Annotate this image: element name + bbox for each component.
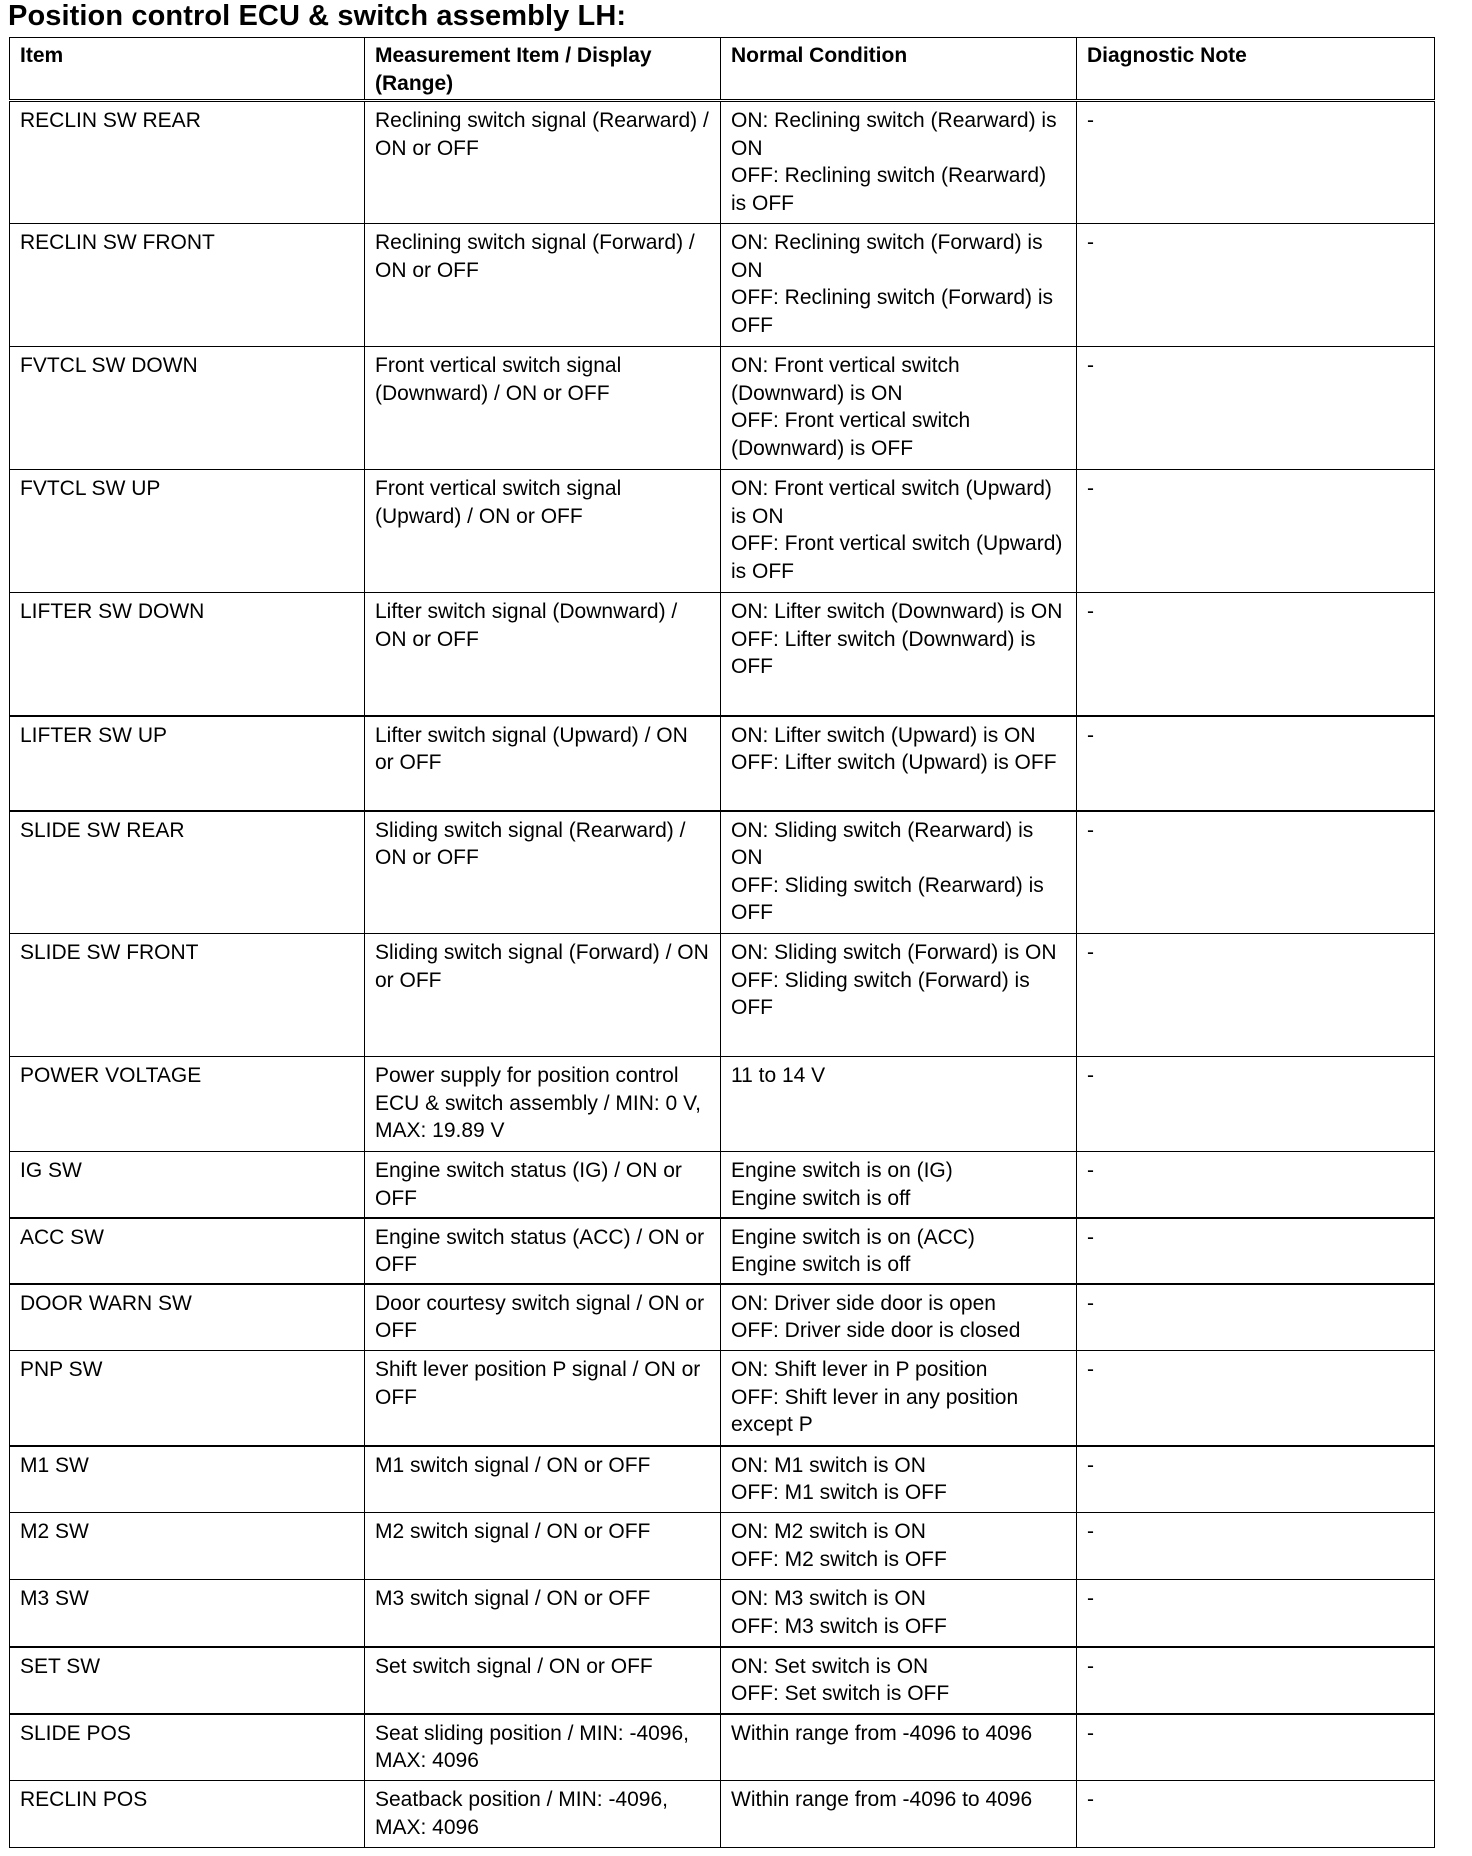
diagnostic-note-cell: - [1077, 224, 1435, 347]
normal-condition-cell [721, 224, 1077, 347]
normal-condition-cell [721, 1446, 1077, 1513]
item-cell: FVTCL SW DOWN [10, 347, 365, 470]
table-row [10, 347, 1435, 470]
measurement-cell: Lifter switch signal (Downward) / ON or OFF [365, 593, 721, 716]
normal-condition-line: ON: Lifter switch (Downward) is ON [731, 600, 1063, 623]
normal-condition-cell [721, 1351, 1077, 1446]
normal-condition-line: OFF: Reclining switch (Forward) is OFF [731, 286, 1054, 337]
measurement-cell: Power supply for position control ECU & switch assembly / MIN: 0 V, MAX: 19.89 V [365, 1057, 721, 1152]
normal-condition-cell [721, 1714, 1077, 1781]
table-row [10, 224, 1435, 347]
measurement-cell: M2 switch signal / ON or OFF [365, 1513, 721, 1580]
normal-condition-cell [721, 347, 1077, 470]
column-header-measurement: Measurement Item / Display (Range) [365, 38, 721, 101]
normal-condition-cell [721, 1580, 1077, 1647]
normal-condition-line: 11 to 14 V [731, 1064, 826, 1087]
page-title: Position control ECU & switch assembly LH: [8, 0, 627, 32]
item-cell: SLIDE SW FRONT [10, 934, 365, 1057]
table-row [10, 1218, 1435, 1284]
normal-condition-line: Engine switch is on (ACC) [731, 1225, 975, 1249]
normal-condition-cell [721, 716, 1077, 811]
diagnostic-note-cell: - [1077, 1513, 1435, 1580]
diagnostic-note-cell: - [1077, 1580, 1435, 1647]
normal-condition-line: ON: Set switch is ON [731, 1654, 929, 1678]
table-row [10, 470, 1435, 593]
column-header-diagnostic-note: Diagnostic Note [1077, 38, 1435, 101]
normal-condition-line: OFF: Sliding switch (Rearward) is OFF [731, 873, 1044, 924]
diagnostic-note-cell: - [1077, 1351, 1435, 1446]
normal-condition-line: ON: Front vertical switch (Downward) is ON [731, 354, 960, 405]
item-cell: IG SW [10, 1152, 365, 1218]
normal-condition-line: OFF: Driver side door is closed [731, 1319, 1021, 1342]
measurement-cell: Sliding switch signal (Forward) / ON or OFF [365, 934, 721, 1057]
diagnostic-note-cell: - [1077, 593, 1435, 716]
diagnostic-note-cell: - [1077, 1781, 1435, 1848]
table-row [10, 593, 1435, 716]
normal-condition-cell [721, 1152, 1077, 1218]
table-row [10, 1284, 1435, 1351]
normal-condition-line: Within range from -4096 to 4096 [731, 1788, 1033, 1811]
measurement-cell: M1 switch signal / ON or OFF [365, 1446, 721, 1513]
normal-condition-cell [721, 1057, 1077, 1152]
measurement-cell: Engine switch status (ACC) / ON or OFF [365, 1218, 721, 1284]
normal-condition-line: OFF: Lifter switch (Upward) is OFF [731, 751, 1057, 774]
table-row [10, 1446, 1435, 1513]
normal-condition-line: ON: M1 switch is ON [731, 1453, 926, 1477]
normal-condition-line: Within range from -4096 to 4096 [731, 1721, 1033, 1745]
diagnostic-note-cell: - [1077, 934, 1435, 1057]
item-cell: SLIDE SW REAR [10, 811, 365, 934]
item-cell: SLIDE POS [10, 1714, 365, 1781]
diagnostic-note-cell: - [1077, 1647, 1435, 1714]
measurement-cell: Set switch signal / ON or OFF [365, 1647, 721, 1714]
measurement-cell: M3 switch signal / ON or OFF [365, 1580, 721, 1647]
diagnostic-note-cell: - [1077, 1057, 1435, 1152]
normal-condition-line: OFF: Sliding switch (Forward) is OFF [731, 968, 1030, 1019]
diagnostic-note-cell: - [1077, 1284, 1435, 1351]
diagnostic-note-cell: - [1077, 1218, 1435, 1284]
normal-condition-line: OFF: M2 switch is OFF [731, 1547, 947, 1571]
normal-condition-line: OFF: M1 switch is OFF [731, 1481, 947, 1504]
diagnostic-note-cell: - [1077, 1714, 1435, 1781]
normal-condition-cell [721, 1513, 1077, 1580]
normal-condition-line: OFF: Front vertical switch (Upward) is OFF [731, 532, 1063, 583]
normal-condition-cell [721, 1781, 1077, 1848]
normal-condition-line: ON: Driver side door is open [731, 1291, 996, 1315]
table-row [10, 811, 1435, 934]
normal-condition-line: ON: M2 switch is ON [731, 1520, 926, 1543]
normal-condition-cell [721, 934, 1077, 1057]
item-cell: M1 SW [10, 1446, 365, 1513]
normal-condition-cell [721, 593, 1077, 716]
diagnostic-note-cell: - [1077, 811, 1435, 934]
diagnostic-note-cell: - [1077, 1152, 1435, 1218]
measurement-cell: Front vertical switch signal (Upward) / ON or OFF [365, 470, 721, 593]
item-cell: ACC SW [10, 1218, 365, 1284]
column-header-item: Item [10, 38, 365, 101]
item-cell: PNP SW [10, 1351, 365, 1446]
item-cell: SET SW [10, 1647, 365, 1714]
item-cell: M2 SW [10, 1513, 365, 1580]
diagnostic-note-cell: - [1077, 1446, 1435, 1513]
measurement-cell: Door courtesy switch signal / ON or OFF [365, 1284, 721, 1351]
measurement-cell: Reclining switch signal (Rearward) / ON or OFF [365, 101, 721, 224]
diagnostic-note-cell: - [1077, 101, 1435, 224]
normal-condition-line: ON: Front vertical switch (Upward) is ON [731, 477, 1052, 528]
normal-condition-line: ON: Reclining switch (Forward) is ON [731, 231, 1043, 282]
table-header-row [10, 38, 1435, 101]
measurement-cell: Sliding switch signal (Rearward) / ON or OFF [365, 811, 721, 934]
item-cell: POWER VOLTAGE [10, 1057, 365, 1152]
table-row [10, 1781, 1435, 1848]
normal-condition-line: ON: M3 switch is ON [731, 1587, 926, 1610]
table-row [10, 1351, 1435, 1446]
measurement-cell: Front vertical switch signal (Downward) / ON or OFF [365, 347, 721, 470]
normal-condition-line: OFF: Shift lever in any position except P [731, 1385, 1019, 1436]
table-row [10, 1647, 1435, 1714]
item-cell: FVTCL SW UP [10, 470, 365, 593]
normal-condition-line: Engine switch is on (IG) [731, 1159, 953, 1182]
measurement-cell: Reclining switch signal (Forward) / ON or OFF [365, 224, 721, 347]
item-cell: RECLIN POS [10, 1781, 365, 1848]
normal-condition-cell [721, 811, 1077, 934]
table-row [10, 716, 1435, 811]
diagnostic-note-cell: - [1077, 347, 1435, 470]
normal-condition-line: Engine switch is off [731, 1253, 911, 1276]
measurement-cell: Engine switch status (IG) / ON or OFF [365, 1152, 721, 1218]
normal-condition-cell [721, 1284, 1077, 1351]
normal-condition-line: OFF: Front vertical switch (Downward) is OFF [731, 409, 971, 460]
item-cell: RECLIN SW REAR [10, 101, 365, 224]
diagnostic-note-cell: - [1077, 716, 1435, 811]
data-list-table [9, 37, 1435, 1848]
measurement-cell: Lifter switch signal (Upward) / ON or OFF [365, 716, 721, 811]
normal-condition-cell [721, 1218, 1077, 1284]
table-row [10, 101, 1435, 224]
normal-condition-line: ON: Reclining switch (Rearward) is ON [731, 109, 1057, 160]
measurement-cell: Seatback position / MIN: -4096, MAX: 4096 [365, 1781, 721, 1848]
item-cell: M3 SW [10, 1580, 365, 1647]
table-row [10, 1580, 1435, 1647]
normal-condition-line: ON: Sliding switch (Forward) is ON [731, 941, 1057, 964]
table-row [10, 1152, 1435, 1218]
normal-condition-cell [721, 470, 1077, 593]
normal-condition-cell [721, 101, 1077, 224]
table-row [10, 1513, 1435, 1580]
normal-condition-line: ON: Shift lever in P position [731, 1358, 988, 1381]
normal-condition-line: ON: Lifter switch (Upward) is ON [731, 723, 1036, 747]
table-row [10, 1714, 1435, 1781]
item-cell: DOOR WARN SW [10, 1284, 365, 1351]
normal-condition-line: Engine switch is off [731, 1186, 911, 1210]
table-row [10, 1057, 1435, 1152]
normal-condition-line: OFF: Lifter switch (Downward) is OFF [731, 627, 1036, 678]
item-cell: LIFTER SW DOWN [10, 593, 365, 716]
measurement-cell: Seat sliding position / MIN: -4096, MAX: 4096 [365, 1714, 721, 1781]
diagnostic-note-cell: - [1077, 470, 1435, 593]
item-cell: LIFTER SW UP [10, 716, 365, 811]
item-cell: RECLIN SW FRONT [10, 224, 365, 347]
table-row [10, 934, 1435, 1057]
normal-condition-line: ON: Sliding switch (Rearward) is ON [731, 818, 1034, 869]
normal-condition-line: OFF: Reclining switch (Rearward) is OFF [731, 164, 1047, 215]
normal-condition-cell [721, 1647, 1077, 1714]
normal-condition-line: OFF: M3 switch is OFF [731, 1614, 947, 1638]
normal-condition-line: OFF: Set switch is OFF [731, 1682, 950, 1705]
column-header-normal-condition: Normal Condition [721, 38, 1077, 101]
measurement-cell: Shift lever position P signal / ON or OFF [365, 1351, 721, 1446]
